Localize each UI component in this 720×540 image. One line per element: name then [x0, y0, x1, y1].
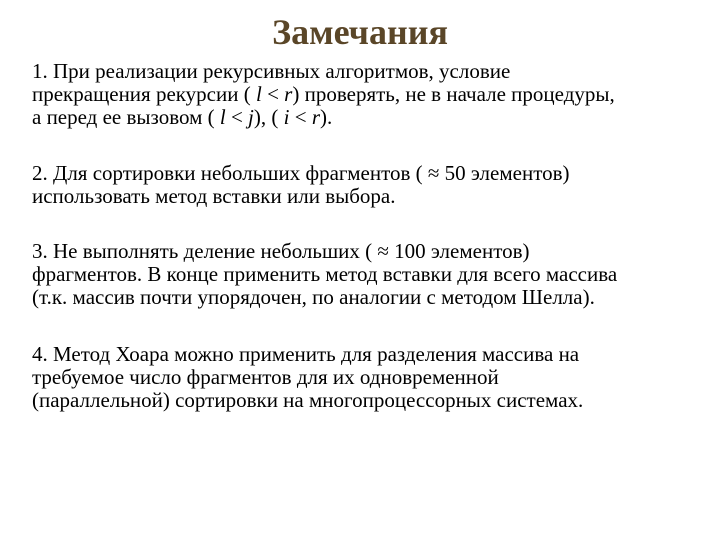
note-line: требуемое число фрагментов для их одновременной	[32, 365, 499, 389]
note-line: (т.к. массив почти упорядочен, по аналогии с методом Шелла).	[32, 285, 595, 309]
note-line: 2. Для сортировки небольших фрагментов ( ≈ 50 элементов)	[32, 161, 570, 185]
variable-symbol: j	[248, 105, 254, 129]
variable-symbol: l	[219, 105, 226, 129]
note-line: а перед ее вызовом ( l < j), ( i < r).	[32, 105, 333, 129]
variable-symbol: r	[284, 82, 293, 106]
note-line: 4. Метод Хоара можно применить для разделения массива на	[32, 342, 580, 366]
note-line: прекращения рекурсии ( l < r) проверять, не в начале процедуры,	[32, 82, 615, 106]
note-item-2	[32, 162, 570, 208]
note-item-3	[32, 240, 617, 309]
note-line: 1. При реализации рекурсивных алгоритмов, условие	[32, 59, 511, 83]
note-line: фрагментов. В конце применить метод вставки для всего массива	[32, 262, 618, 286]
note-item-1	[32, 60, 615, 129]
variable-symbol: r	[311, 105, 321, 129]
note-line: (параллельной) сортировки на многопроцессорных системах.	[32, 388, 584, 412]
variable-symbol: i	[283, 105, 290, 129]
variable-symbol: l	[255, 82, 262, 106]
note-line: 3. Не выполнять деление небольших ( ≈ 100 элементов)	[32, 239, 530, 263]
slide-title: Замечания	[272, 12, 448, 52]
note-line: использовать метод вставки или выбора.	[32, 184, 396, 208]
note-item-4	[32, 343, 583, 412]
